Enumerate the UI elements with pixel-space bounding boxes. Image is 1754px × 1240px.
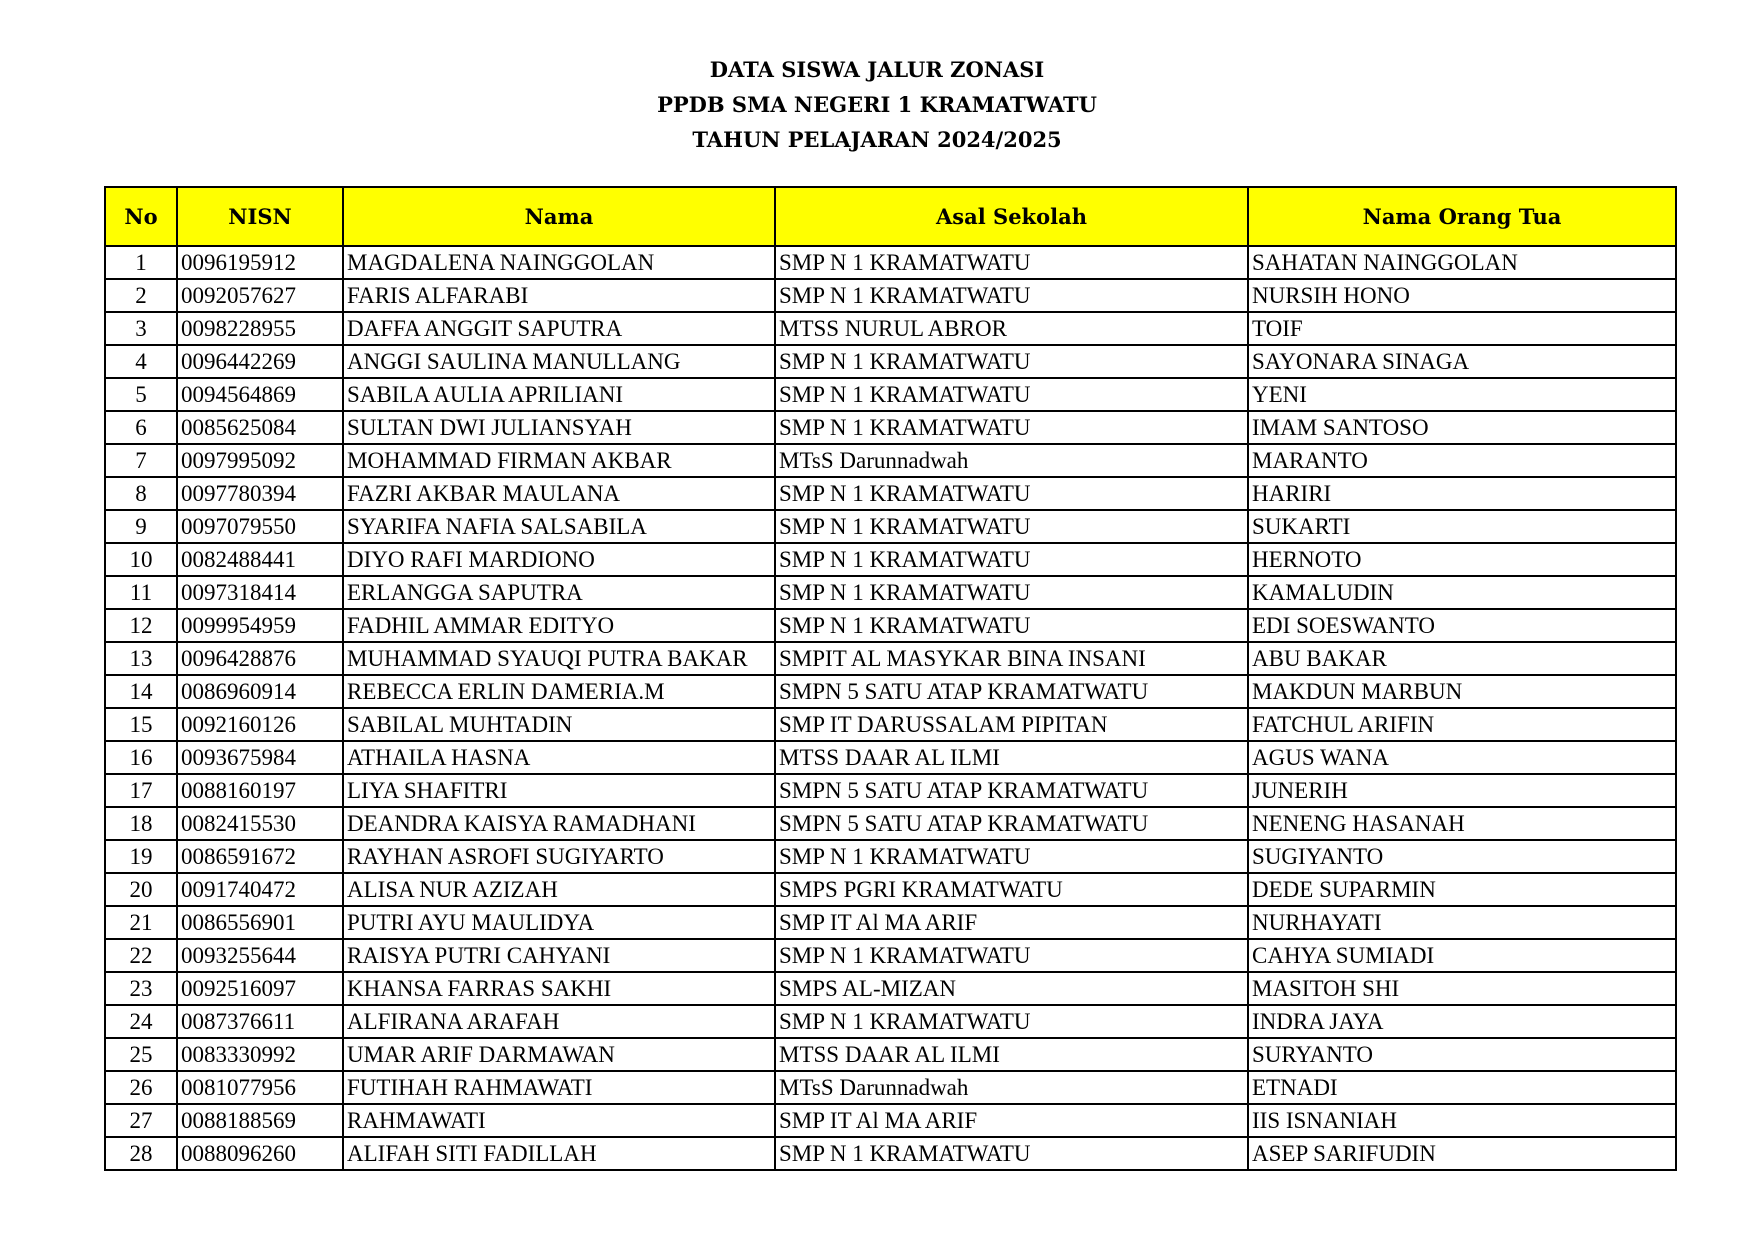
- table-row: [105, 807, 1676, 840]
- cell-nama: DIYO RAFI MARDIONO: [343, 543, 775, 576]
- cell-asal-sekolah: SMP N 1 KRAMATWATU: [775, 1137, 1248, 1170]
- document-title-block: [0, 52, 1754, 157]
- cell-asal-sekolah: SMP N 1 KRAMATWATU: [775, 411, 1248, 444]
- cell-nama-orang-tua: SAYONARA SINAGA: [1248, 345, 1676, 378]
- cell-nama-orang-tua: IIS ISNANIAH: [1248, 1104, 1676, 1137]
- cell-no: 8: [105, 477, 177, 510]
- cell-nisn: 0088160197: [177, 774, 343, 807]
- table-row: [105, 708, 1676, 741]
- cell-asal-sekolah: SMP N 1 KRAMATWATU: [775, 543, 1248, 576]
- cell-nama: RAHMAWATI: [343, 1104, 775, 1137]
- cell-nisn: 0082415530: [177, 807, 343, 840]
- cell-nama: ERLANGGA SAPUTRA: [343, 576, 775, 609]
- table-row: [105, 774, 1676, 807]
- table-row: [105, 477, 1676, 510]
- cell-asal-sekolah: SMP N 1 KRAMATWATU: [775, 609, 1248, 642]
- cell-nisn: 0086591672: [177, 840, 343, 873]
- cell-nama: ALIFAH SITI FADILLAH: [343, 1137, 775, 1170]
- table-row: [105, 510, 1676, 543]
- cell-no: 23: [105, 972, 177, 1005]
- cell-nama: KHANSA FARRAS SAKHI: [343, 972, 775, 1005]
- cell-nisn: 0085625084: [177, 411, 343, 444]
- student-table: [104, 186, 1677, 1171]
- cell-nama: DEANDRA KAISYA RAMADHANI: [343, 807, 775, 840]
- cell-nisn: 0081077956: [177, 1071, 343, 1104]
- table-row: [105, 840, 1676, 873]
- table-row: [105, 906, 1676, 939]
- cell-asal-sekolah: SMP N 1 KRAMATWATU: [775, 378, 1248, 411]
- cell-nisn: 0093255644: [177, 939, 343, 972]
- cell-nama-orang-tua: SUGIYANTO: [1248, 840, 1676, 873]
- cell-no: 4: [105, 345, 177, 378]
- cell-asal-sekolah: SMP IT DARUSSALAM PIPITAN: [775, 708, 1248, 741]
- cell-asal-sekolah: MTsS Darunnadwah: [775, 444, 1248, 477]
- cell-nama: ALFIRANA ARAFAH: [343, 1005, 775, 1038]
- column-header-nama: Nama: [343, 187, 775, 246]
- cell-nisn: 0096428876: [177, 642, 343, 675]
- cell-nisn: 0097079550: [177, 510, 343, 543]
- table-row: [105, 444, 1676, 477]
- cell-nama: REBECCA ERLIN DAMERIA.M: [343, 675, 775, 708]
- cell-asal-sekolah: SMPIT AL MASYKAR BINA INSANI: [775, 642, 1248, 675]
- cell-no: 17: [105, 774, 177, 807]
- cell-no: 2: [105, 279, 177, 312]
- cell-nama: SULTAN DWI JULIANSYAH: [343, 411, 775, 444]
- cell-no: 14: [105, 675, 177, 708]
- cell-nama-orang-tua: ABU BAKAR: [1248, 642, 1676, 675]
- cell-nama: FUTIHAH RAHMAWATI: [343, 1071, 775, 1104]
- cell-no: 9: [105, 510, 177, 543]
- title-line-1: DATA SISWA JALUR ZONASI: [709, 57, 1045, 82]
- table-row: [105, 642, 1676, 675]
- cell-nama-orang-tua: HERNOTO: [1248, 543, 1676, 576]
- cell-nama: RAISYA PUTRI CAHYANI: [343, 939, 775, 972]
- cell-nama: SABILA AULIA APRILIANI: [343, 378, 775, 411]
- title-line-3: TAHUN PELAJARAN 2024/2025: [692, 127, 1062, 152]
- cell-nama: ALISA NUR AZIZAH: [343, 873, 775, 906]
- cell-nama-orang-tua: MASITOH SHI: [1248, 972, 1676, 1005]
- cell-nama-orang-tua: HARIRI: [1248, 477, 1676, 510]
- table-row: [105, 609, 1676, 642]
- cell-nama-orang-tua: MAKDUN MARBUN: [1248, 675, 1676, 708]
- cell-nama-orang-tua: ASEP SARIFUDIN: [1248, 1137, 1676, 1170]
- cell-nisn: 0093675984: [177, 741, 343, 774]
- cell-no: 3: [105, 312, 177, 345]
- cell-asal-sekolah: MTSS DAAR AL ILMI: [775, 1038, 1248, 1071]
- cell-no: 28: [105, 1137, 177, 1170]
- cell-asal-sekolah: SMP N 1 KRAMATWATU: [775, 939, 1248, 972]
- cell-asal-sekolah: MTSS NURUL ABROR: [775, 312, 1248, 345]
- cell-nama: LIYA SHAFITRI: [343, 774, 775, 807]
- cell-no: 13: [105, 642, 177, 675]
- table-row: [105, 312, 1676, 345]
- cell-nama-orang-tua: EDI SOESWANTO: [1248, 609, 1676, 642]
- column-header-nama-orang-tua: Nama Orang Tua: [1248, 187, 1676, 246]
- cell-nama: MOHAMMAD FIRMAN AKBAR: [343, 444, 775, 477]
- cell-nama-orang-tua: IMAM SANTOSO: [1248, 411, 1676, 444]
- cell-nama-orang-tua: SAHATAN NAINGGOLAN: [1248, 246, 1676, 279]
- table-row: [105, 873, 1676, 906]
- cell-no: 24: [105, 1005, 177, 1038]
- cell-asal-sekolah: SMPS PGRI KRAMATWATU: [775, 873, 1248, 906]
- cell-nisn: 0092057627: [177, 279, 343, 312]
- cell-nisn: 0097780394: [177, 477, 343, 510]
- cell-nama-orang-tua: AGUS WANA: [1248, 741, 1676, 774]
- cell-no: 20: [105, 873, 177, 906]
- cell-no: 27: [105, 1104, 177, 1137]
- cell-no: 6: [105, 411, 177, 444]
- cell-nama-orang-tua: SURYANTO: [1248, 1038, 1676, 1071]
- cell-nisn: 0088096260: [177, 1137, 343, 1170]
- cell-asal-sekolah: SMP N 1 KRAMATWATU: [775, 279, 1248, 312]
- cell-nisn: 0098228955: [177, 312, 343, 345]
- cell-nisn: 0091740472: [177, 873, 343, 906]
- cell-nama-orang-tua: INDRA JAYA: [1248, 1005, 1676, 1038]
- cell-no: 15: [105, 708, 177, 741]
- cell-nisn: 0088188569: [177, 1104, 343, 1137]
- cell-nisn: 0092160126: [177, 708, 343, 741]
- cell-nama: MUHAMMAD SYAUQI PUTRA BAKAR: [343, 642, 775, 675]
- cell-asal-sekolah: MTsS Darunnadwah: [775, 1071, 1248, 1104]
- table-body: [105, 246, 1676, 1170]
- table-row: [105, 939, 1676, 972]
- cell-no: 18: [105, 807, 177, 840]
- cell-nama: FADHIL AMMAR EDITYO: [343, 609, 775, 642]
- column-header-nisn: NISN: [177, 187, 343, 246]
- table-row: [105, 279, 1676, 312]
- cell-nama: RAYHAN ASROFI SUGIYARTO: [343, 840, 775, 873]
- cell-asal-sekolah: SMP IT Al MA ARIF: [775, 1104, 1248, 1137]
- cell-nama-orang-tua: DEDE SUPARMIN: [1248, 873, 1676, 906]
- table-row: [105, 675, 1676, 708]
- cell-asal-sekolah: SMPN 5 SATU ATAP KRAMATWATU: [775, 774, 1248, 807]
- cell-no: 26: [105, 1071, 177, 1104]
- table-header-row: [105, 187, 1676, 246]
- table-row: [105, 246, 1676, 279]
- cell-nama: MAGDALENA NAINGGOLAN: [343, 246, 775, 279]
- table-row: [105, 972, 1676, 1005]
- cell-nama-orang-tua: TOIF: [1248, 312, 1676, 345]
- table-row: [105, 1005, 1676, 1038]
- cell-asal-sekolah: SMPN 5 SATU ATAP KRAMATWATU: [775, 807, 1248, 840]
- cell-nisn: 0086556901: [177, 906, 343, 939]
- cell-no: 10: [105, 543, 177, 576]
- table-row: [105, 1038, 1676, 1071]
- cell-nama-orang-tua: NURHAYATI: [1248, 906, 1676, 939]
- table-row: [105, 1137, 1676, 1170]
- cell-nama-orang-tua: FATCHUL ARIFIN: [1248, 708, 1676, 741]
- table-row: [105, 1071, 1676, 1104]
- cell-nisn: 0087376611: [177, 1005, 343, 1038]
- cell-nama-orang-tua: NURSIH HONO: [1248, 279, 1676, 312]
- table-row: [105, 378, 1676, 411]
- table-row: [105, 345, 1676, 378]
- cell-no: 5: [105, 378, 177, 411]
- cell-no: 7: [105, 444, 177, 477]
- cell-asal-sekolah: SMP N 1 KRAMATWATU: [775, 576, 1248, 609]
- cell-no: 21: [105, 906, 177, 939]
- cell-asal-sekolah: SMP N 1 KRAMATWATU: [775, 510, 1248, 543]
- cell-asal-sekolah: SMP N 1 KRAMATWATU: [775, 246, 1248, 279]
- cell-nisn: 0097318414: [177, 576, 343, 609]
- cell-nama-orang-tua: NENENG HASANAH: [1248, 807, 1676, 840]
- cell-nama-orang-tua: JUNERIH: [1248, 774, 1676, 807]
- cell-asal-sekolah: SMP IT Al MA ARIF: [775, 906, 1248, 939]
- cell-nama: PUTRI AYU MAULIDYA: [343, 906, 775, 939]
- cell-nisn: 0097995092: [177, 444, 343, 477]
- cell-no: 16: [105, 741, 177, 774]
- cell-nisn: 0083330992: [177, 1038, 343, 1071]
- title-line-2: PPDB SMA NEGERI 1 KRAMATWATU: [657, 92, 1097, 117]
- cell-nisn: 0082488441: [177, 543, 343, 576]
- cell-asal-sekolah: SMP N 1 KRAMATWATU: [775, 840, 1248, 873]
- cell-no: 19: [105, 840, 177, 873]
- cell-nama-orang-tua: MARANTO: [1248, 444, 1676, 477]
- cell-asal-sekolah: SMP N 1 KRAMATWATU: [775, 1005, 1248, 1038]
- cell-nama: FARIS ALFARABI: [343, 279, 775, 312]
- cell-nama-orang-tua: KAMALUDIN: [1248, 576, 1676, 609]
- cell-no: 25: [105, 1038, 177, 1071]
- table-row: [105, 576, 1676, 609]
- cell-nama-orang-tua: YENI: [1248, 378, 1676, 411]
- cell-asal-sekolah: MTSS DAAR AL ILMI: [775, 741, 1248, 774]
- table-row: [105, 411, 1676, 444]
- cell-nama-orang-tua: CAHYA SUMIADI: [1248, 939, 1676, 972]
- cell-no: 11: [105, 576, 177, 609]
- cell-no: 22: [105, 939, 177, 972]
- table-row: [105, 741, 1676, 774]
- cell-asal-sekolah: SMPN 5 SATU ATAP KRAMATWATU: [775, 675, 1248, 708]
- cell-nama-orang-tua: SUKARTI: [1248, 510, 1676, 543]
- cell-no: 12: [105, 609, 177, 642]
- cell-nisn: 0092516097: [177, 972, 343, 1005]
- cell-nama: ANGGI SAULINA MANULLANG: [343, 345, 775, 378]
- cell-nama: FAZRI AKBAR MAULANA: [343, 477, 775, 510]
- cell-nama: SABILAL MUHTADIN: [343, 708, 775, 741]
- table-row: [105, 543, 1676, 576]
- cell-no: 1: [105, 246, 177, 279]
- cell-nisn: 0094564869: [177, 378, 343, 411]
- cell-asal-sekolah: SMPS AL-MIZAN: [775, 972, 1248, 1005]
- cell-nama: UMAR ARIF DARMAWAN: [343, 1038, 775, 1071]
- cell-asal-sekolah: SMP N 1 KRAMATWATU: [775, 477, 1248, 510]
- column-header-asal-sekolah: Asal Sekolah: [775, 187, 1248, 246]
- cell-nama: DAFFA ANGGIT SAPUTRA: [343, 312, 775, 345]
- cell-nisn: 0096195912: [177, 246, 343, 279]
- column-header-no: No: [105, 187, 177, 246]
- cell-nama: SYARIFA NAFIA SALSABILA: [343, 510, 775, 543]
- table-row: [105, 1104, 1676, 1137]
- cell-nama-orang-tua: ETNADI: [1248, 1071, 1676, 1104]
- cell-nisn: 0099954959: [177, 609, 343, 642]
- cell-nisn: 0096442269: [177, 345, 343, 378]
- cell-nisn: 0086960914: [177, 675, 343, 708]
- cell-asal-sekolah: SMP N 1 KRAMATWATU: [775, 345, 1248, 378]
- cell-nama: ATHAILA HASNA: [343, 741, 775, 774]
